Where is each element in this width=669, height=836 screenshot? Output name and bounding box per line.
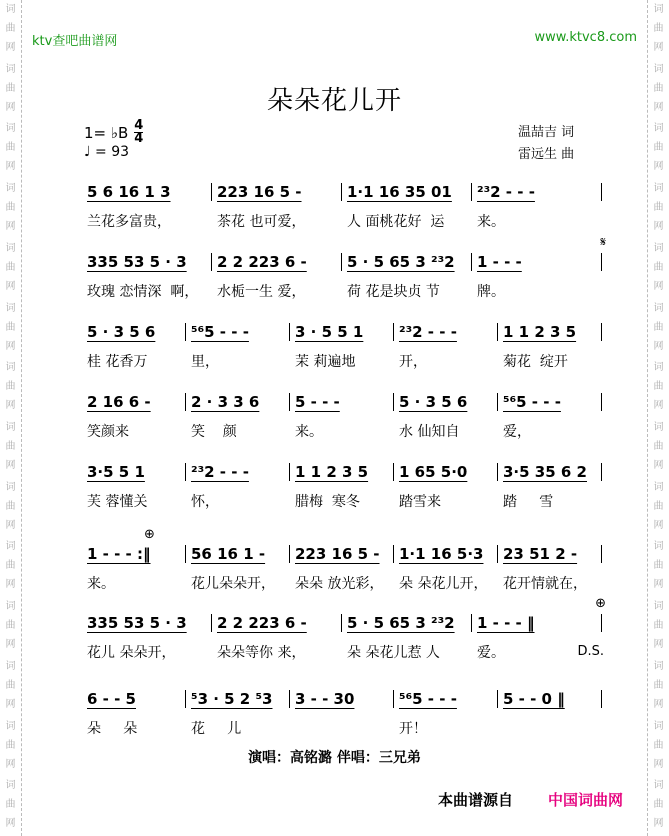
segno-icon: 𝄋 (600, 235, 606, 250)
lyric: 菊花 绽开 (503, 354, 568, 370)
lyric: 里， (191, 354, 219, 370)
lyricist: 温喆吉 词 (518, 125, 575, 140)
side-watermark-text: 词 曲 网 (5, 541, 16, 591)
lyric (498, 718, 602, 738)
side-watermark-text: 词 曲 网 (653, 660, 664, 710)
measure: 3·5 35 6 2 (498, 463, 602, 481)
time-top: 4 (134, 118, 144, 133)
side-watermark-text: 词 曲 网 (653, 481, 664, 531)
lyric: 来。 (477, 214, 505, 230)
side-watermark-text: 词 曲 网 (5, 183, 16, 233)
measure: 1 65 5·0 (394, 463, 498, 481)
lyric: 牌。 (477, 284, 505, 300)
measure: 335 53 5 · 3 (82, 253, 212, 271)
side-watermark-text: 词 曲 网 (5, 63, 16, 113)
side-watermark-text: 词 曲 网 (653, 123, 664, 173)
measure: 1 - - - ‖ (472, 614, 602, 632)
measure: 1 - - - (472, 253, 602, 271)
measure: 1 - - - :‖ (82, 545, 186, 563)
measure: 2 16 6 - (82, 393, 186, 411)
side-watermark-text: 词 曲 网 (653, 63, 664, 113)
score-line (82, 688, 602, 738)
measure: 56 16 1 - (186, 545, 290, 563)
song-title: 朵朵花儿开 (266, 86, 402, 116)
lyric: 爱。 (477, 645, 505, 661)
side-watermark-text: 词 曲 网 (5, 123, 16, 173)
lyric: 开！ (399, 721, 427, 737)
lyric: 水 仙知自 (399, 424, 460, 440)
time-signature (134, 120, 143, 145)
score-line (82, 527, 602, 593)
measure: 3 - - 30 (290, 690, 394, 708)
site-url-right[interactable]: www.ktvc8.com (534, 30, 637, 45)
measure: 5 6 16 1 3 (82, 183, 212, 201)
side-watermark-text: 词 曲 网 (5, 302, 16, 352)
coda-icon: ⊕ (595, 596, 606, 611)
lyric: 踏 雪 (503, 494, 554, 510)
lyric: 朵朵 放光彩， (295, 576, 384, 592)
measure: 5 · 5 65 3 ²³2 (342, 253, 472, 271)
measure: 5 · 5 65 3 ²³2 (342, 614, 472, 632)
lyric: 朵朵等你 来， (217, 645, 306, 661)
composer: 雷远生 曲 (518, 147, 575, 162)
lyric: 桂 花香万 (87, 354, 148, 370)
side-watermark-text: 词 曲 网 (5, 720, 16, 770)
lyric: 花开情就在， (503, 576, 587, 592)
side-watermark-text: 词 曲 网 (5, 660, 16, 710)
measure: 5 · 3 5 6 (394, 393, 498, 411)
ds-marking: D.S. (577, 644, 604, 659)
side-watermark-text: 词 曲 网 (5, 601, 16, 651)
score-line (82, 461, 602, 511)
measure: 223 16 5 - (290, 545, 394, 563)
lyric: 玫瑰 恋情深 啊， (87, 284, 199, 300)
measure: 1·1 16 5·3 (394, 545, 498, 563)
measure: 1·1 16 35 01 (342, 183, 472, 201)
side-watermark-text: 词 曲 网 (5, 362, 16, 412)
measure: 1 1 2 3 5 (290, 463, 394, 481)
lyric: 茉 莉遍地 (295, 354, 356, 370)
measure: 5 - - 0 ‖ (498, 690, 602, 708)
side-watermark-text: 词 曲 网 (653, 183, 664, 233)
lyric: 怀， (191, 494, 219, 510)
lyric: 兰花多富贵， (87, 214, 171, 230)
lyric: 爱， (503, 424, 531, 440)
measure: 5 - - - (290, 393, 394, 411)
side-watermark-text: 词 曲 网 (653, 720, 664, 770)
lyric: 朵 朵花儿开， (399, 576, 488, 592)
key-signature (84, 120, 143, 145)
lyric: 来。 (295, 424, 323, 440)
side-watermark-text: 词 曲 网 (5, 4, 16, 53)
side-watermark-text: 词 曲 网 (653, 242, 664, 292)
lyric: 花儿朵朵开， (191, 576, 275, 592)
side-watermark-text: 词 曲 网 (653, 422, 664, 472)
singers: 演唱：高铭潞 伴唱：三兄弟 (248, 750, 421, 766)
score-line (82, 181, 602, 231)
time-bottom: 4 (134, 131, 144, 146)
side-watermark-text: 词 曲 网 (653, 601, 664, 651)
lyric: 茶花 也可爱， (217, 214, 306, 230)
side-watermark-left (0, 0, 22, 836)
lyric: 笑颜来 (87, 424, 129, 440)
lyric: 来。 (87, 576, 115, 592)
measure: 2 2 223 6 - (212, 253, 342, 271)
side-watermark-text: 词 曲 网 (5, 481, 16, 531)
side-watermark-text: 词 曲 网 (5, 242, 16, 292)
lyric: 开， (399, 354, 427, 370)
lyric: 朵 朵 (87, 721, 138, 737)
side-watermark-text: 词 曲 网 (653, 541, 664, 591)
side-watermark-text: 词 曲 网 (653, 780, 664, 830)
measure: ⁵⁶5 - - - (394, 690, 498, 708)
lyric: 踏雪来 (399, 494, 441, 510)
side-watermark-text: 词 曲 网 (653, 362, 664, 412)
side-watermark-right (647, 0, 669, 836)
measure: 6 - - 5 (82, 690, 186, 708)
measure: 1 1 2 3 5 (498, 323, 602, 341)
measure: ²³2 - - - (186, 463, 290, 481)
side-watermark-text: 词 曲 网 (653, 302, 664, 352)
lyric: 笑 颜 (191, 424, 237, 440)
key-text: 1= ♭B (84, 123, 129, 142)
measure: ²³2 - - - (472, 183, 602, 201)
source-label: 本曲谱源自 (438, 791, 514, 809)
score-line (82, 321, 602, 371)
credits (518, 122, 574, 166)
measure: ⁵⁶5 - - - (186, 323, 290, 341)
measure: 2 · 3 3 6 (186, 393, 290, 411)
measure: 3 · 5 5 1 (290, 323, 394, 341)
lyric: 腊梅 寒冬 (295, 494, 360, 510)
score-line (82, 235, 606, 301)
measure: 23 51 2 - (498, 545, 602, 563)
side-watermark-text: 词 曲 网 (5, 422, 16, 472)
measure: 2 2 223 6 - (212, 614, 342, 632)
measure: 335 53 5 · 3 (82, 614, 212, 632)
measure: 3·5 5 1 (82, 463, 186, 481)
lyric: 荷 花是块贞 节 (347, 284, 440, 300)
measure: ²³2 - - - (394, 323, 498, 341)
lyric (290, 718, 394, 738)
lyric: 朵 朵花儿惹 人 (347, 645, 440, 661)
measure: 5 · 3 5 6 (82, 323, 186, 341)
source-site[interactable]: 中国词曲网 (548, 791, 624, 809)
score-line (82, 391, 602, 441)
lyric: 花 儿 (191, 721, 242, 737)
tempo: ♩ = 93 (84, 144, 130, 160)
score-line (82, 596, 606, 662)
lyric: 花儿 朵朵开， (87, 645, 176, 661)
lyric: 水栀一生 爱， (217, 284, 306, 300)
site-name-left[interactable]: ktv查吧曲谱网 (32, 34, 118, 49)
measure: ⁵3 · 5 2 ⁵3 (186, 690, 290, 708)
measure: ⁵⁶5 - - - (498, 393, 602, 411)
side-watermark-text: 词 曲 网 (653, 4, 664, 53)
coda-icon: ⊕ (144, 527, 155, 542)
measure: 223 16 5 - (212, 183, 342, 201)
side-watermark-text: 词 曲 网 (5, 780, 16, 830)
lyric: 人 面桃花好 运 (347, 214, 445, 230)
lyric: 芙 蓉懂关 (87, 494, 148, 510)
